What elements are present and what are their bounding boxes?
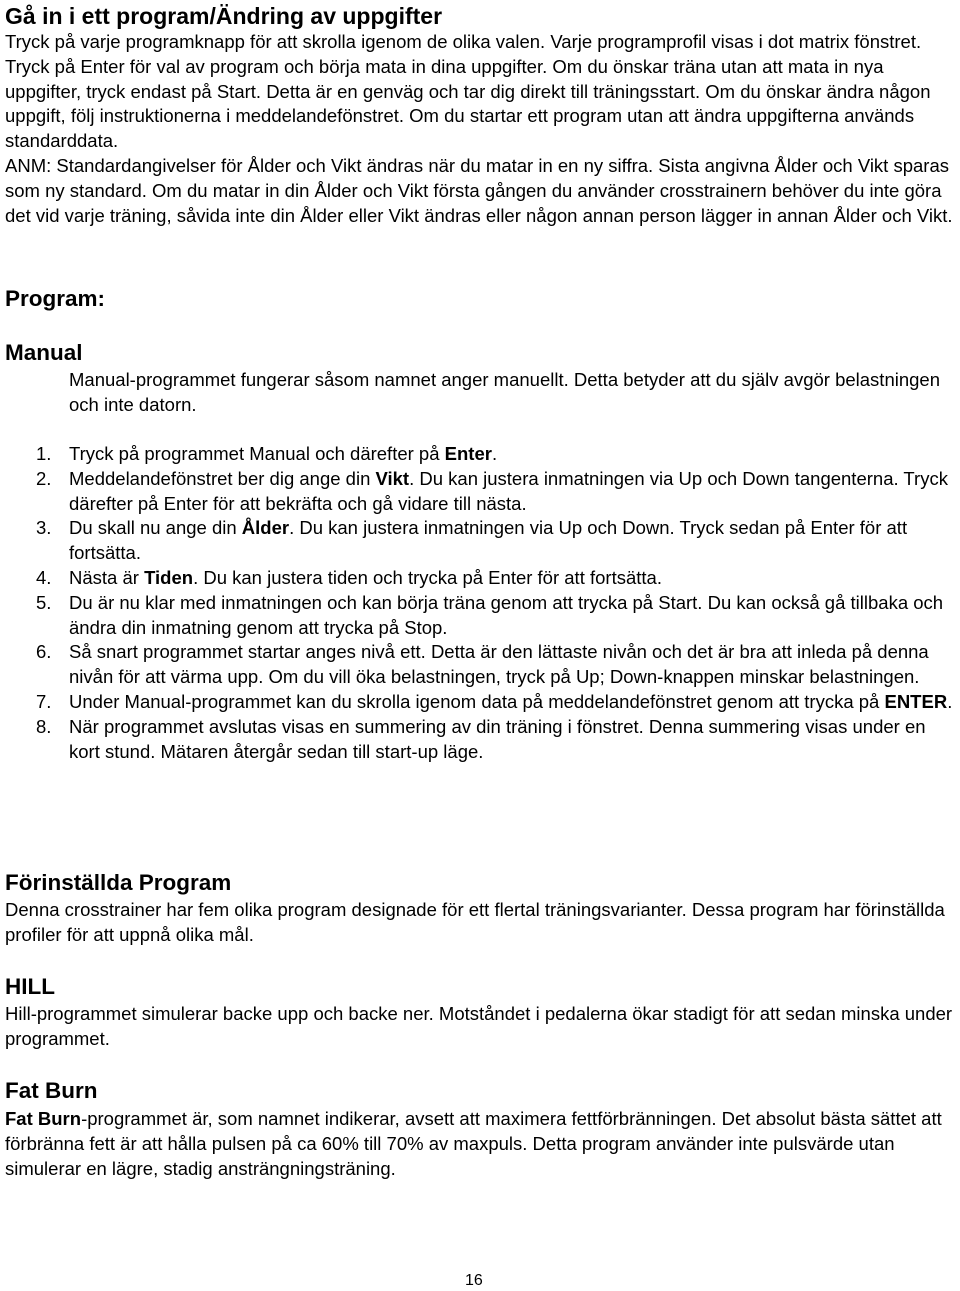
manual-description-text: Manual-programmet fungerar såsom namnet anger manuellt. Detta betyder att du själv avgör belastningen och inte datorn. xyxy=(69,369,940,415)
hill-text: Hill-programmet simulerar backe upp och backe ner. Motståndet i pedalerna ökar stadigt för att sedan minska under programmet. xyxy=(5,1003,953,1049)
step-text: Nästa är xyxy=(69,566,145,588)
step-text: När programmet avslutas visas en summering av din träning i fönstret. Denna summering visas under en kort stund. Mätaren återgår sedan till start-up läge. xyxy=(69,715,926,762)
step-number: 2. xyxy=(36,467,52,489)
manual-step xyxy=(5,566,955,591)
step-text: Du skall nu ange din xyxy=(69,517,242,539)
fat-burn-bold-name: Fat Burn xyxy=(5,1108,82,1129)
step-number: 4. xyxy=(36,566,52,588)
manual-description xyxy=(69,368,949,418)
section-title-enter-program: Gå in i ett program/Ändring av uppgifter xyxy=(5,3,443,29)
step-keyword: Vikt xyxy=(375,467,410,489)
step-text: Så snart programmet startar anges nivå ett. Detta är den lättaste nivån och det är bra att inleda på denna nivån för att värma upp. Om du vill öka belastningen, tryck på Up; Down-knappen minskar belastningen. xyxy=(69,641,929,688)
intro-text xyxy=(5,30,960,228)
intro-paragraph-2: ANM: Standardangivelser för Ålder och Vikt ändras när du matar in en ny siffra. Sista angivna Ålder och Vikt sparas som ny standard. Om du matar in din Ålder och Vikt första gången du använder crosstrainern behöver du inte göra det vid varje träning, såvida inte din Ålder eller Vikt ändras eller någon annan person lägger in annan Ålder och Vikt. xyxy=(5,154,953,226)
step-number: 8. xyxy=(36,715,52,737)
step-keyword: Ålder xyxy=(241,517,290,539)
step-text-rest: . xyxy=(947,690,953,712)
step-text: Du är nu klar med inmatningen och kan börja träna genom att trycka på Start. Du kan också gå tillbaka och ändra din inmatning genom att trycka på Stop. xyxy=(69,591,944,638)
step-number: 1. xyxy=(36,443,52,464)
manual-step xyxy=(5,467,955,517)
step-text: Meddelandefönstret ber dig ange din xyxy=(69,467,376,489)
fat-burn-description: -programmet är, som namnet indikerar, avsett att maximera fettförbränningen. Det absolut bästa sättet att förbränna fett är att hålla pulsen på ca 60% till 70% av maxpuls. Detta program använder inte pulsvärde utan simulerar en lägre, stadig ansträngningsträning. xyxy=(5,1108,942,1179)
step-number: 7. xyxy=(36,690,52,712)
step-keyword: Tiden xyxy=(144,566,194,588)
preset-programs-text xyxy=(5,898,960,948)
program-heading: Program: xyxy=(5,286,106,311)
step-number: 6. xyxy=(36,641,52,663)
fat-burn-text xyxy=(5,1107,960,1181)
page-number: 16 xyxy=(465,1272,483,1289)
manual-step xyxy=(5,690,955,715)
hill-text-block xyxy=(5,1002,960,1052)
step-keyword: ENTER xyxy=(884,690,948,712)
step-text: Tryck på programmet Manual och därefter på xyxy=(69,443,445,464)
manual-steps-list xyxy=(5,442,955,764)
step-number: 5. xyxy=(36,591,52,613)
fat-burn-text-block xyxy=(5,1107,960,1181)
fat-burn-heading: Fat Burn xyxy=(5,1078,98,1103)
manual-heading: Manual xyxy=(5,340,83,365)
manual-step xyxy=(5,442,955,467)
step-text-rest: . Du kan justera inmatningen via Up och Down tangenterna. Tryck därefter på Enter för att bekräfta och gå vidare till nästa. xyxy=(69,467,948,514)
manual-step xyxy=(5,640,955,690)
step-keyword: Enter xyxy=(444,443,492,464)
manual-step xyxy=(5,516,955,566)
step-text-rest: . xyxy=(491,443,498,464)
intro-paragraph-1: Tryck på varje programknapp för att skrolla igenom de olika valen. Varje programprofil visas i dot matrix fönstret. Tryck på Enter för val av program och börja mata in dina uppgifter. Om du önskar träna utan att mata in nya uppgifter, tryck endast på Start. Detta är en genväg och tar dig direkt till träningsstart. Om du önskar ändra någon uppgift, följ instruktionerna i meddelandefönstret. Om du startar ett program utan att ändra uppgifterna används standarddata. xyxy=(5,31,931,152)
preset-programs-heading: Förinställda Program xyxy=(5,870,232,895)
step-text: Under Manual-programmet kan du skrolla igenom data på meddelandefönstret genom att trycka på xyxy=(69,690,885,712)
preset-text: Denna crosstrainer har fem olika program designade för ett flertal träningsvarianter. Dessa program har förinställda profiler för att uppnå olika mål. xyxy=(5,899,945,945)
step-number: 3. xyxy=(36,517,52,539)
hill-heading: HILL xyxy=(5,974,55,999)
manual-step xyxy=(5,591,955,641)
step-text-rest: . Du kan justera tiden och trycka på Enter för att fortsätta. xyxy=(193,566,662,588)
step-text-rest: . Du kan justera inmatningen via Up och Down. Tryck sedan på Enter för att fortsätta. xyxy=(69,517,908,564)
manual-step xyxy=(5,715,955,765)
